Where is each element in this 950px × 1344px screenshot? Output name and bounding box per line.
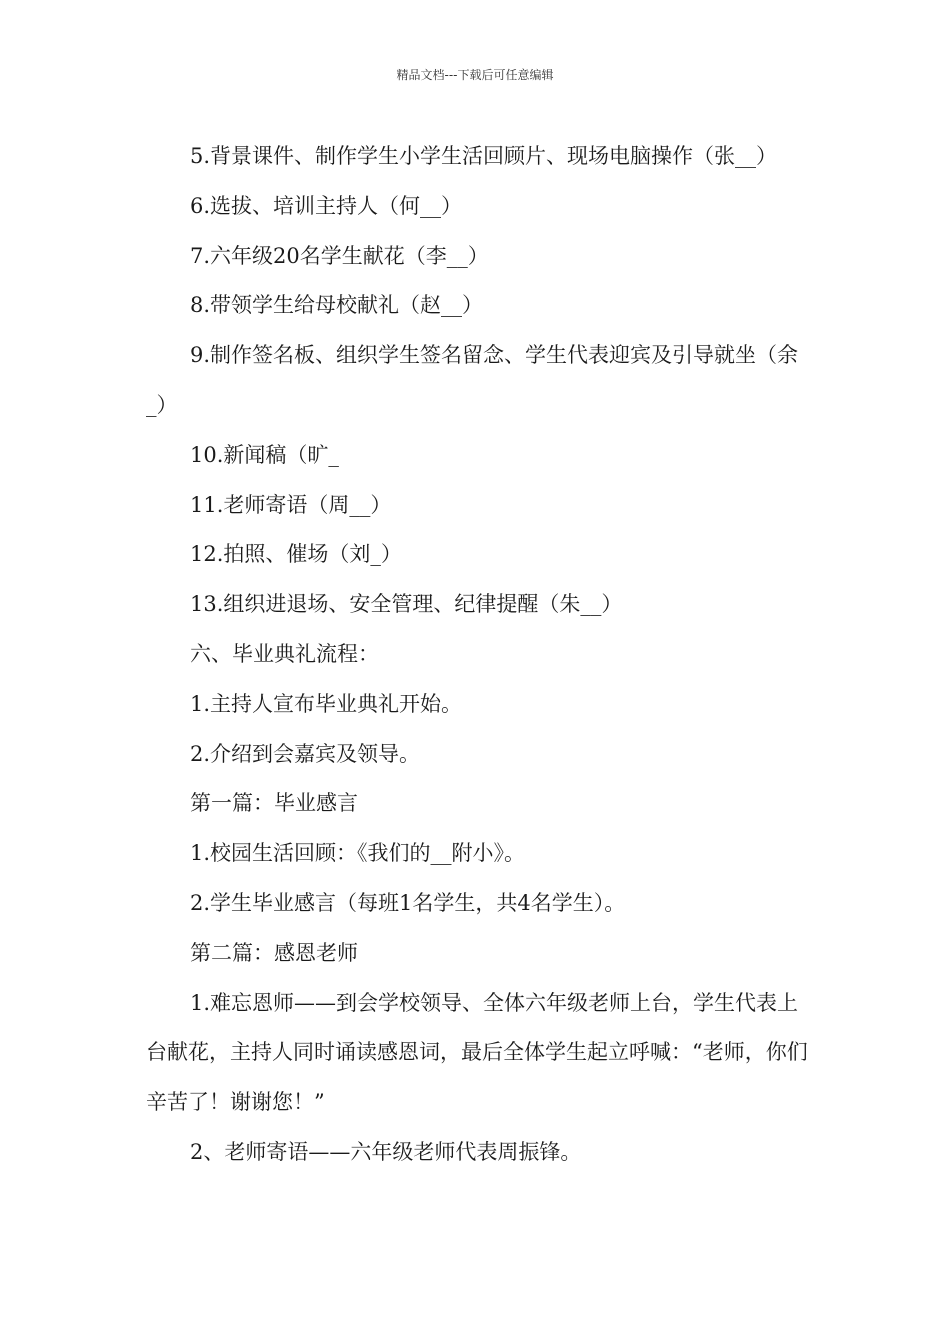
paragraph: 1.难忘恩师——到会学校领导、全体六年级老师上台，学生代表上台献花，主持人同时诵读感恩词，最后全体学生起立呼喊：“老师，你们辛苦了！谢谢您！” (146, 990, 808, 1115)
paragraph: 1.校园生活回顾：《我们的__附小》。 (190, 841, 526, 866)
document-body (146, 132, 816, 1178)
paragraph: 12.拍照、催场（刘_） (190, 542, 402, 567)
section-heading: 第二篇：感恩老师 (190, 940, 358, 965)
paragraph: 6.选拔、培训主持人（何__） (190, 193, 463, 218)
paragraph: 1.主持人宣布毕业典礼开始。 (190, 691, 463, 716)
paragraph: 2、老师寄语——六年级老师代表周振锋。 (190, 1139, 582, 1164)
paragraph: 8.带领学生给母校献礼（赵__） (190, 293, 484, 318)
paragraph: 2.介绍到会嘉宾及领导。 (190, 741, 421, 766)
paragraph: 7.六年级20名学生献花（李__） (190, 243, 489, 268)
paragraph: 10.新闻稿（旷_ (190, 442, 339, 467)
section-heading: 六、毕业典礼流程： (190, 641, 379, 666)
section-heading: 第一篇：毕业感言 (190, 791, 358, 816)
paragraph: 11.老师寄语（周__） (190, 492, 392, 517)
paragraph: 2.学生毕业感言（每班1名学生，共4名学生）。 (190, 890, 626, 915)
paragraph: 13.组织进退场、安全管理、纪律提醒（朱__） (190, 592, 623, 617)
paragraph: 9.制作签名板、组织学生签名留念、学生代表迎宾及引导就坐（余_） (146, 343, 799, 417)
paragraph: 5.背景课件、制作学生小学生活回顾片、现场电脑操作（张__） (190, 144, 778, 168)
page-header: 精品文档---下载后可任意编辑 (396, 68, 554, 82)
